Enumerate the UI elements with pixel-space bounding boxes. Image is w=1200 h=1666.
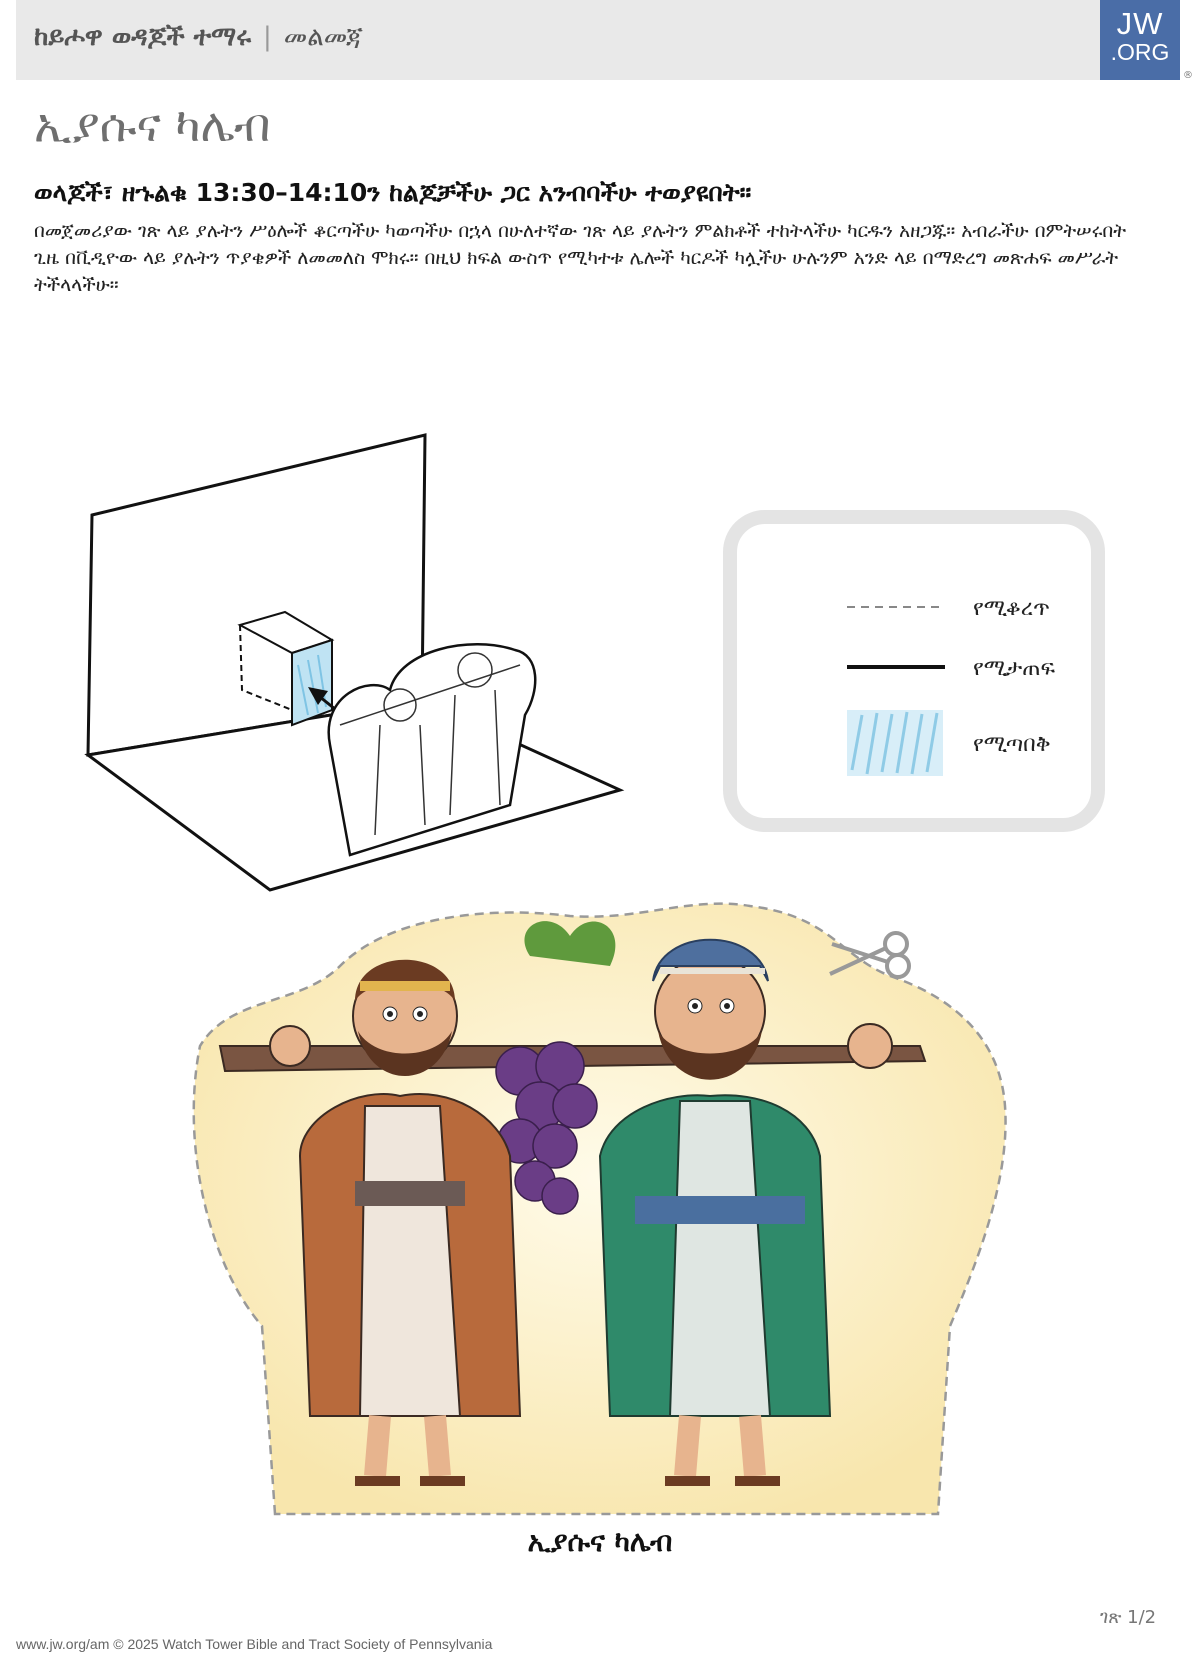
header-separator: |	[263, 22, 272, 52]
activity-instructions: በመጀመሪያው ገጽ ላይ ያሉትን ሥዕሎች ቆርጣችሁ ካወጣችሁ በኋላ በሁለተኛው ገጽ ላይ ያሉትን ምልክቶች ተከትላችሁ ካርዱን አዘጋጁ። አብራችሁ በምትሠሩበት ጊዜ በቪዲዮው ላይ ያሉትን ጥያቄዎች ለመመለስ ሞክሩ። በዚህ ክፍል ውስጥ የሚካተቱ ሌሎች ካርዶች ካሏችሁ ሁሉንም አንድ ላይ በማድረግ መጽሐፍ መሥራት ትችላላችሁ።	[34, 220, 1127, 296]
dashed-line-icon	[847, 592, 947, 622]
logo-jw-text: JW	[1116, 6, 1164, 41]
glue-area-icon	[847, 710, 947, 780]
parent-instruction: ወላጆች፣ ዘኁልቁ 13:30–14:10ን ከልጆቻችሁ ጋር አንብባችሁ ተወያዩበት።	[34, 178, 752, 207]
page-number: ገጽ 1/2	[1100, 1607, 1157, 1628]
section-name: መልመጃ	[283, 22, 364, 52]
cutout-caption: ኢያሱና ካሌብ	[527, 1525, 673, 1558]
legend-cut-label: የሚቆረጥ	[973, 596, 1050, 621]
series-name: ከይሖዋ ወዳጆች ተማሩ	[34, 22, 252, 52]
legend-fold-label: የሚታጠፍ	[973, 656, 1056, 681]
legend-box	[723, 510, 1105, 832]
page-title: ኢያሱና ካሌብ	[34, 98, 271, 152]
cutout-illustration	[190, 896, 1010, 1526]
jw-org-logo[interactable]	[1100, 0, 1180, 80]
copyright-footer[interactable]: www.jw.org/am © 2025 Watch Tower Bible and Tract Society of Pennsylvania	[16, 1636, 493, 1652]
registered-mark: ®	[1183, 70, 1193, 81]
legend-glue-label: የሚጣበቅ	[973, 732, 1051, 757]
assembly-diagram	[70, 425, 630, 925]
header-series-title	[34, 22, 363, 53]
logo-org-text: .ORG	[1110, 39, 1170, 65]
solid-line-icon	[847, 652, 947, 682]
